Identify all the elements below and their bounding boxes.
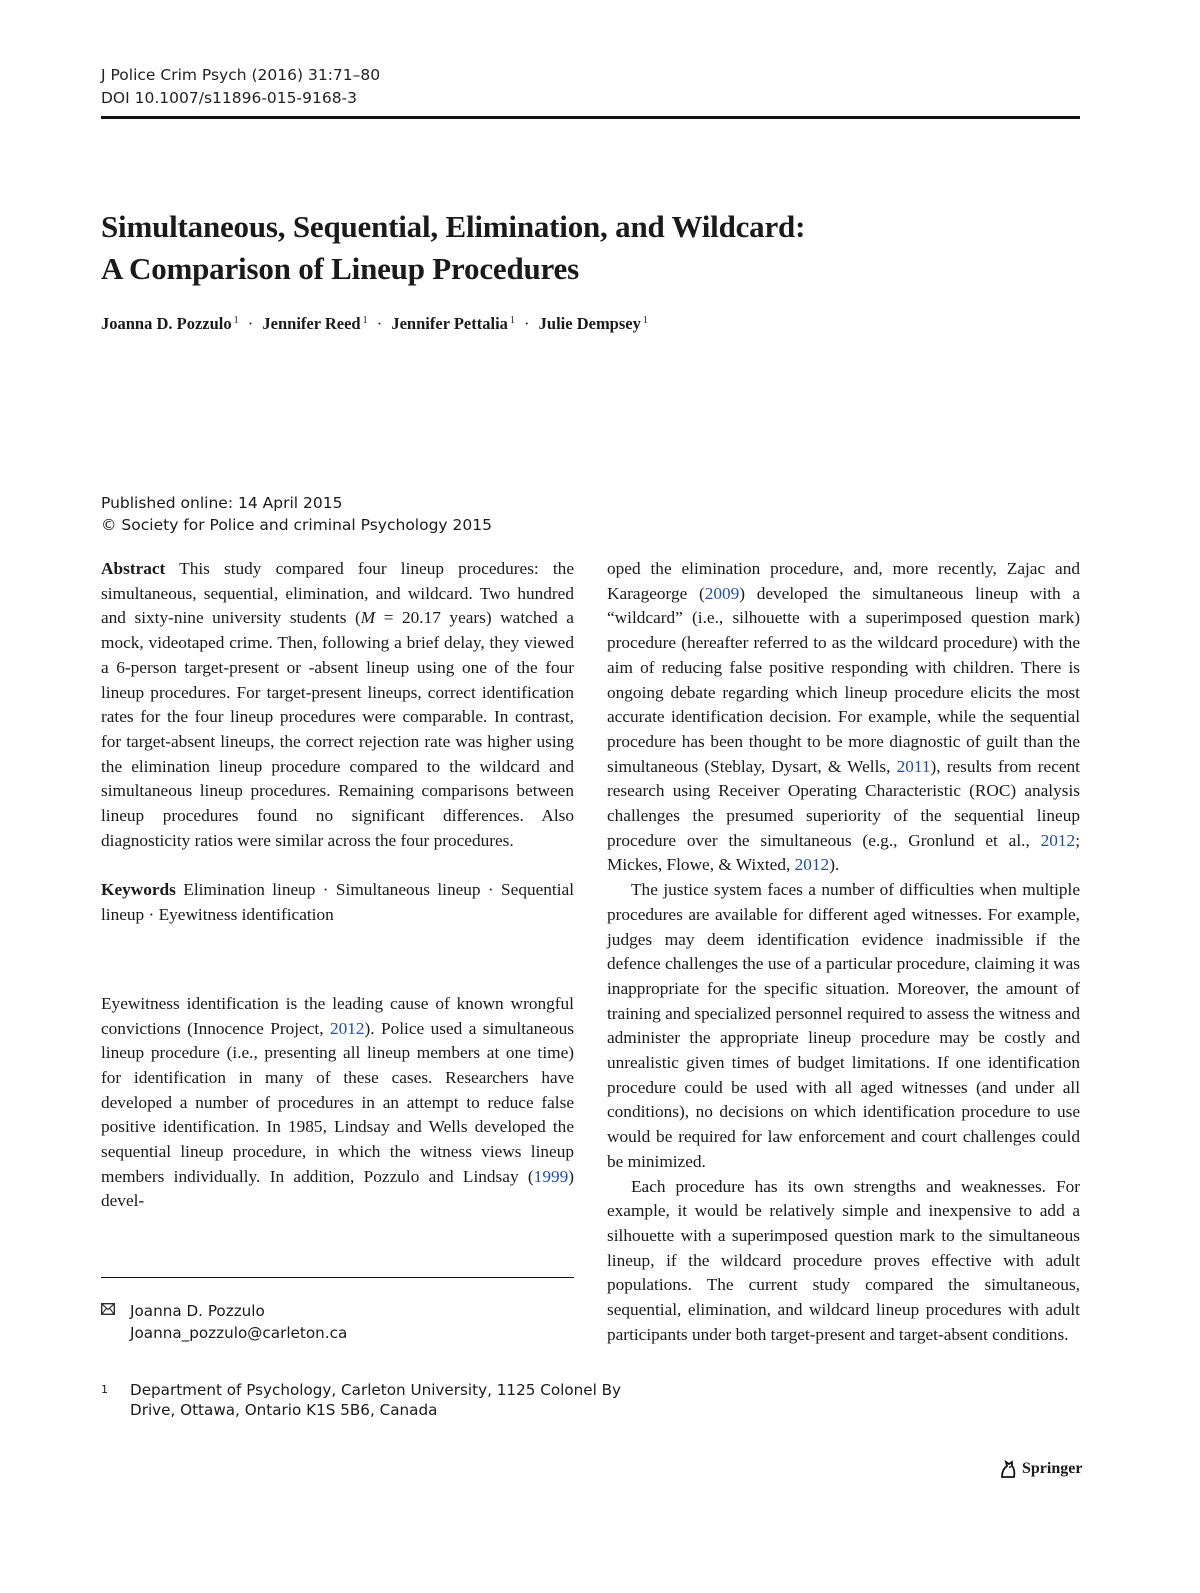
author-affiliation-mark: 1: [509, 315, 515, 326]
abstract-text-a: This study compared four lineup procedures: the simultaneous, sequential, elimination, and wildcard. Two hundred and sixty-nine university students (: [101, 559, 574, 628]
author-separator: ·: [524, 314, 530, 333]
intro-text: ). Police used a simultaneous lineup procedure (i.e., presenting all lineup members at one time) for identification in many of these cases. Researchers have developed a number of procedures in an attempt to reduce false positive identification. In 1985, Lindsay and Wells developed the sequential lineup procedure, in which the witness views lineup members individually. In addition, Pozzulo and Lindsay (: [101, 1018, 574, 1186]
header-rule: [101, 116, 1080, 119]
body-paragraph: Each procedure has its own strengths and weaknesses. For example, it would be relatively simple and inexpensive to add a silhouette with a superimposed question mark to the simultaneous lineup, if the wildcard procedure proves effective with adult populations. The current study compared the simultaneous, sequential, elimination, and wildcard lineup procedures with adult participants under both target-present and target-absent conditions.: [607, 1176, 1080, 1344]
body-text: ), results from recent research using Receiver Operating Characteristic (ROC) analysis challenges the presumed superiority of the sequential lineup procedure over the simultaneous (e.g., Gronlund et al.,: [607, 756, 1080, 850]
author-affiliation-mark: 1: [233, 315, 239, 326]
publisher-logo: [998, 1459, 1082, 1479]
author-name[interactable]: Jennifer Reed: [262, 314, 361, 333]
author-name[interactable]: Julie Dempsey: [538, 314, 641, 333]
affiliation-number: 1: [101, 1383, 108, 1396]
publisher-name: Springer: [1022, 1460, 1083, 1477]
author-separator: ·: [376, 314, 383, 333]
doi[interactable]: DOI 10.1007/s11896-015-9168-3: [101, 89, 358, 107]
abstract: [101, 557, 574, 853]
keywords: [101, 878, 574, 927]
keywords-text: Elimination lineup · Simultaneous lineup · Sequential lineup · Eyewitness identification: [101, 880, 574, 925]
intro-paragraph: [101, 992, 574, 1214]
abstract-label: Abstract: [101, 559, 166, 578]
citation-link[interactable]: 2009: [704, 583, 740, 603]
springer-horse-icon: [998, 1459, 1018, 1479]
author-list: [101, 314, 648, 334]
affiliation: [101, 1380, 621, 1420]
author-separator: ·: [247, 314, 254, 333]
publication-info: [101, 492, 492, 536]
journal-header: [101, 64, 380, 110]
body-paragraph: The justice system faces a number of difficulties when multiple procedures are available for different aged witnesses. For example, judges may deem identification evidence inadmissible if the defence challenges the use of a particular procedure, claiming it was inappropriate for the specific situation. Moreover, the amount of training and specialized personnel required to assess the witness and administer the appropriate lineup procedure may be costly and unrealistic given times of budget limitations. If one identification procedure could be used with all aged witnesses (and under all conditions), no decisions on which identification procedure to use would be required for law enforcement and court challenges could be minimized.: [607, 880, 1080, 1171]
abstract-text-b: = 20.17 years) watched a mock, videotaped crime. Then, following a brief delay, they viewed a 6-person target-present or -absent lineup using one of the four lineup procedures. For target-present lineups, correct identification rates for the four lineup procedures were comparable. In contrast, for target-absent lineups, the correct rejection rate was higher using the elimination lineup procedure compared to the wildcard and simultaneous lineup procedures. Remaining comparisons between lineup procedures found no significant differences. Also diagnosticity ratios were similar across the four procedures.: [101, 608, 574, 850]
author-affiliation-mark: 1: [642, 315, 648, 326]
left-column: [101, 557, 574, 1214]
right-column: [607, 557, 1080, 1348]
title-line-2: A Comparison of Lineup Procedures: [101, 251, 579, 286]
copyright: © Society for Police and criminal Psychology 2015: [101, 516, 492, 534]
corresponding-author: [101, 1300, 347, 1344]
intro-text: ) devel-: [101, 1166, 574, 1211]
paper-title: [101, 206, 805, 290]
corresponding-email[interactable]: Joanna_pozzulo@carleton.ca: [130, 1324, 348, 1342]
author-name[interactable]: Jennifer Pettalia: [391, 314, 508, 333]
affiliation-line-1: Department of Psychology, Carleton University, 1125 Colonel By: [130, 1381, 622, 1399]
citation-link[interactable]: 1999: [533, 1166, 569, 1186]
title-line-1: Simultaneous, Sequential, Elimination, and Wildcard:: [101, 209, 806, 244]
citation-link[interactable]: 2012: [1040, 830, 1076, 850]
body-text: ; Mickes, Flowe, & Wixted,: [607, 830, 1080, 875]
body-text: ) developed the simultaneous lineup with a “wildcard” (i.e., silhouette with a superimposed question mark) procedure (hereafter referred to as the wildcard procedure) with the aim of reducing false positive responding with children. There is ongoing debate regarding which lineup procedure elicits the most accurate identification decision. For example, while the sequential procedure has been thought to be more diagnostic of guilt than the simultaneous (Steblay, Dysart, & Wells,: [607, 583, 1081, 776]
envelope-icon: [101, 1300, 130, 1322]
keywords-label: Keywords: [101, 880, 176, 900]
body-text: ).: [829, 855, 840, 875]
intro-text: Eyewitness identification is the leading cause of known wrongful convictions (Innocence Project,: [101, 993, 574, 1038]
author-name[interactable]: Joanna D. Pozzulo: [101, 314, 232, 333]
citation-link[interactable]: 2011: [896, 756, 931, 776]
body-text: oped the elimination procedure, and, more recently, Zajac and Karageorge (: [607, 559, 1080, 603]
citation-link[interactable]: 2012: [794, 855, 830, 875]
citation-link[interactable]: 2012: [329, 1018, 365, 1038]
corresponding-name: Joanna D. Pozzulo: [130, 1302, 265, 1320]
footnote-rule: [101, 1277, 574, 1278]
author-affiliation-mark: 1: [362, 315, 368, 326]
journal-citation: J Police Crim Psych (2016) 31:71–80: [101, 66, 381, 84]
body-paragraph: [607, 557, 1080, 878]
published-date: Published online: 14 April 2015: [101, 494, 343, 512]
affiliation-line-2: Drive, Ottawa, Ontario K1S 5B6, Canada: [130, 1401, 438, 1419]
mean-symbol: M: [360, 608, 376, 628]
